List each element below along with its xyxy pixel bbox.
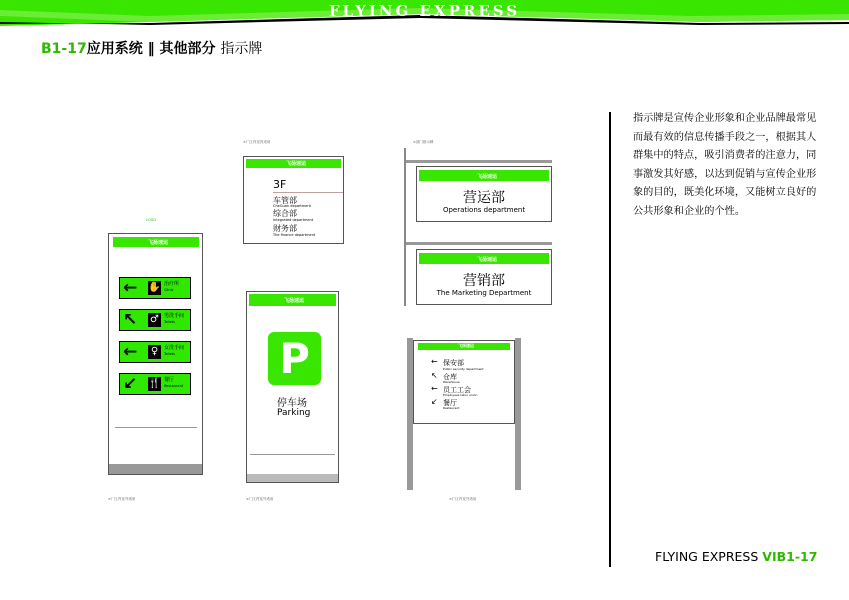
item-en: Restaurant: [164, 384, 184, 388]
logo-text: 飞扬速运: [148, 240, 169, 246]
floor-item-en: The finance department: [273, 233, 316, 237]
vertical-rule: [609, 112, 611, 567]
floor-item-en: CheGuan department: [273, 204, 311, 208]
post-item-en: Employees labor union: [443, 393, 478, 397]
post-item-en: Public security department: [443, 367, 484, 371]
item-en: Toilets: [164, 352, 175, 356]
logo-tag: LOGO: [146, 218, 157, 222]
door-sign: [416, 166, 552, 222]
logo-text: 飞扬速运: [477, 174, 498, 180]
item-cn: 男洗手间: [164, 313, 185, 319]
logo-text: 飞扬速运: [458, 343, 474, 348]
floor-logo-bar: [246, 159, 341, 168]
door-sign-cn: 营销部: [463, 273, 505, 289]
divider: [273, 192, 343, 193]
directory-item: [119, 341, 191, 363]
item-en: Clinic: [164, 288, 174, 292]
hand-icon: ✋: [148, 282, 161, 293]
post-item-en: Restaurant: [443, 406, 460, 410]
floor-item-cn: 综合部: [273, 209, 297, 218]
post-item-cn: 保安部: [443, 359, 464, 367]
door-logo-bar: [419, 253, 549, 264]
footer: [655, 549, 817, 564]
rail: [406, 242, 552, 245]
post-item-cn: 员工工会: [443, 386, 471, 394]
item-en: Toilets: [164, 320, 175, 324]
parking-sign: [246, 291, 339, 483]
post-item-cn: 仓库: [443, 373, 457, 381]
sign-base: [109, 464, 202, 474]
door-logo-bar: [419, 170, 549, 181]
page-category: 其他部分: [159, 41, 216, 57]
footer-vi: VI: [762, 549, 777, 564]
description: 指示牌是宣传企业形象和企业品牌最常见而最有效的信息传播手段之一，根据其人群集中的特点，吸引消费者的注意力，同事激发其好感，以达到促销与宣传企业形象的目的，既美化环境，又能树立良好的公共形象和企业的个性。: [633, 113, 817, 217]
door-sign-cn: 营运部: [463, 190, 505, 206]
post-item-en: Warehouse: [443, 380, 460, 384]
logo-text: 飞扬速运: [477, 257, 498, 263]
caption: ×厂区内室外适用: [108, 497, 136, 501]
logo-text: 飞扬速运: [286, 161, 307, 167]
logo-text: 飞扬速运: [284, 298, 305, 304]
directory-item: [119, 373, 191, 395]
post-item-cn: 餐厅: [443, 399, 457, 407]
post-right: [515, 338, 521, 490]
wall-mount: [404, 148, 406, 306]
parking-logo-bar: [249, 294, 336, 306]
page-section: 应用系统: [86, 41, 143, 57]
page-divider: ‖: [147, 41, 155, 57]
floor-item-en: Integrated department: [273, 218, 314, 222]
door-sign-en: Operations department: [442, 206, 526, 214]
caption: ×厂区内室外适用: [246, 497, 274, 501]
divider: [115, 427, 197, 428]
directory-item: [119, 277, 191, 299]
directory-sign: [108, 233, 203, 475]
door-sign: [416, 249, 552, 305]
item-cn: 餐厅: [164, 377, 175, 383]
caption: ×厂区内室内适用: [243, 140, 271, 144]
footer-code: B1-17: [776, 549, 818, 564]
man-icon: ♂: [148, 313, 161, 327]
cutlery-icon: 🍴: [148, 378, 161, 389]
parking-cn: 停车场: [277, 398, 307, 409]
page-subject: 指示牌: [220, 41, 263, 57]
floor-item-cn: 车管部: [273, 196, 297, 205]
post-sign: [413, 340, 515, 424]
floor-number: 3F: [273, 178, 287, 191]
item-cn: 女洗手间: [164, 345, 185, 351]
caption: ×厂区内室外适用: [449, 497, 477, 501]
parking-symbol: P: [279, 334, 310, 383]
floor-item-cn: 财务部: [273, 224, 297, 233]
floor-sign: [243, 156, 344, 244]
header-title: FLYING EXPRESS: [328, 2, 521, 20]
arrow-icon: ↙: [123, 374, 138, 394]
rail: [406, 160, 552, 163]
arrow-icon: ←: [123, 278, 138, 298]
directory-logo-bar: [113, 237, 199, 247]
post-logo-bar: [418, 343, 510, 350]
parking-icon: [268, 332, 321, 385]
arrow-icon: ←: [431, 384, 438, 393]
divider: [250, 454, 335, 455]
page-title: [41, 38, 262, 58]
arrow-icon: ↖: [123, 310, 138, 330]
woman-icon: ♀: [148, 345, 161, 359]
parking-en: Parking: [277, 408, 311, 418]
arrow-icon: ←: [123, 342, 138, 362]
sign-base: [247, 474, 338, 482]
caption: ×部门指示牌: [413, 140, 434, 144]
arrow-icon: ←: [431, 357, 438, 366]
directory-item: [119, 309, 191, 331]
arrow-icon: ↖: [431, 371, 438, 380]
item-cn: 治疗所: [164, 281, 180, 287]
door-sign-en: The Marketing Department: [436, 289, 532, 297]
page-code: B1-17: [41, 41, 87, 57]
arrow-icon: ↙: [431, 397, 438, 406]
footer-brand: FLYING EXPRESS: [655, 549, 759, 564]
